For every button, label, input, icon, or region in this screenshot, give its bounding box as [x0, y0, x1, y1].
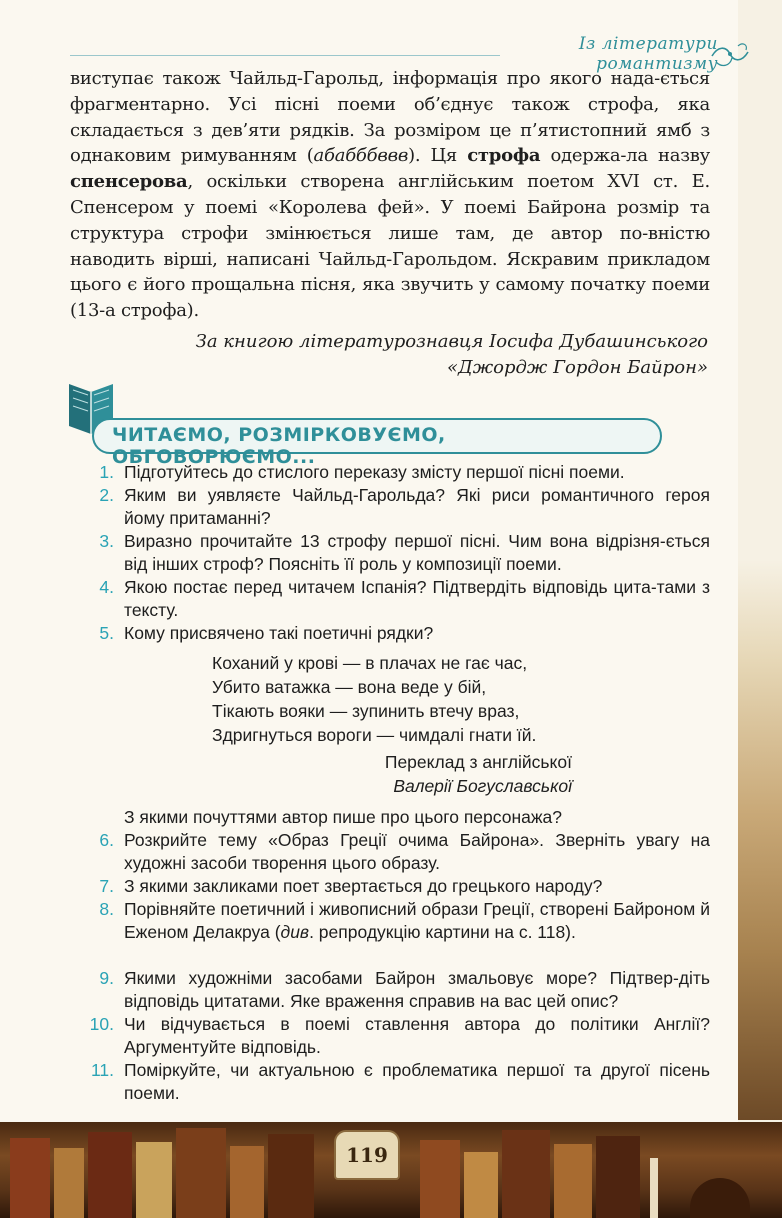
question-text: Розкрийте тему «Образ Греції очима Байрона». Зверніть увагу на художні засоби творення цього образу.: [124, 830, 710, 873]
question-text: Підготуйтесь до стислого переказу змісту першої пісні поеми.: [124, 462, 625, 482]
book-spine: [502, 1130, 550, 1218]
candle: [650, 1158, 658, 1218]
intro-text-4: , оскільки створена англійським поетом XVI ст. Е. Спенсером у поемі «Королева фей». У поемі Байрона розмір та структура строфи змінюється лише там, де автор по-вністю наводить вірші, написані Чайльд-Гарольдом. Яскравим прикладом цього є його прощальна пісня, яка звучить у самому початку поеми (13-а строфа).: [70, 171, 710, 322]
term-spenserian: спенсерова: [70, 171, 188, 193]
ink-pot: [690, 1178, 750, 1218]
question-number: 9.: [99, 968, 114, 988]
book-spine: [136, 1142, 172, 1218]
term-stanza: строфа: [467, 145, 541, 167]
question-text: Поміркуйте, чи актуальною є проблематика першої та другої пісень поеми.: [124, 1060, 710, 1103]
book-spine: [10, 1138, 50, 1218]
translation-note: Переклад з англійської: [384, 752, 572, 772]
book-spine: [88, 1132, 132, 1218]
book-spine: [554, 1144, 592, 1218]
question-number: 8.: [99, 899, 114, 919]
question-number: 3.: [99, 531, 114, 551]
intro-text-3: одержа-ла назву: [540, 145, 710, 167]
source-citation: [120, 329, 708, 381]
question-followup: З якими почуттями автор пише про цього персонажа?: [124, 807, 563, 827]
question-text: Кому присвячено такі поетичні рядки?: [124, 623, 434, 643]
question-number: 5.: [99, 623, 114, 643]
question-text: Якими художніми засобами Байрон змальовує море? Підтвер-діть відповідь цитатами. Яке враження справив на вас цей опис?: [124, 968, 710, 1011]
section-title: ЧИТАЄМО, РОЗМІРКОВУЄМО, ОБГОВОРЮЄМО...: [112, 424, 446, 468]
question-text-part: Порівняйте поетичний і живописний образи Греції, створені Байроном й Еженом Делакруа (: [124, 899, 710, 942]
question-number: 2.: [99, 485, 114, 505]
flourish-ornament-icon: [708, 40, 752, 72]
poem-line: Тікають вояки — зупинить втечу враз,: [212, 701, 520, 721]
question-text-part: . репродукцію картини на с. 118).: [309, 922, 576, 942]
question-text: Виразно прочитайте 13 строфу першої пісні. Чим вона відрізня-ється від інших строф? Поясніть її роль у композиції поеми.: [124, 531, 710, 574]
intro-paragraph: [70, 66, 710, 324]
poem-line: Убито ватажка — вона веде у бій,: [212, 677, 487, 697]
intro-text-1: виступає також Чайльд-Гарольд, інформація про якого нада-ється фрагментарно. Усі пісні поеми об’єднує також строфа, яка складається з дев’яти рядків. За розміром це п’ятистопний ямб з однаковим римуванням (: [70, 68, 710, 167]
header-rule: [70, 55, 500, 56]
poem-quote: [212, 651, 612, 747]
book-spine: [54, 1148, 84, 1218]
question-text: Чи відчувається в поемі ставлення автора до політики Англії? Аргументуйте відповідь.: [124, 1014, 710, 1057]
page-number: 119: [346, 1143, 388, 1167]
book-spine: [420, 1140, 460, 1218]
question-text: Якою постає перед читачем Іспанія? Підтвердіть відповідь цита-тами з тексту.: [124, 577, 710, 620]
source-line-1: За книгою літературознавця Іосифа Дубашинського: [195, 331, 708, 352]
question-text-italic: див: [280, 922, 310, 942]
book-spine: [230, 1146, 264, 1218]
question-text: З якими закликами поет звертається до грецького народу?: [124, 876, 603, 896]
question-text: [124, 898, 710, 944]
translation-credit: [300, 750, 572, 798]
translator-name: Валерії Богуславської: [393, 776, 572, 796]
source-line-2: «Джордж Гордон Байрон»: [447, 357, 708, 378]
intro-text-2: ). Ця: [408, 145, 468, 167]
book-spine: [464, 1152, 498, 1218]
book-spine: [596, 1136, 640, 1218]
poem-line: Коханий у крові — в плачах не гає час,: [212, 653, 528, 673]
book-spine: [176, 1128, 226, 1218]
question-number: 6.: [99, 830, 114, 850]
question-number: 7.: [99, 876, 114, 896]
question-number: 11.: [90, 1060, 114, 1080]
question-number: 4.: [99, 577, 114, 597]
question-number: 10.: [89, 1014, 114, 1034]
question-text: Яким ви уявляєте Чайльд-Гарольда? Які риси романтичного героя йому притаманні?: [124, 485, 710, 528]
running-header-title: Із літератури романтизму: [578, 34, 718, 74]
book-spine: [268, 1134, 314, 1218]
question-number: 1.: [99, 462, 114, 482]
poem-line: Здригнуться вороги — чимдалі гнати їй.: [212, 725, 537, 745]
rhyme-scheme: абабббввв: [313, 145, 409, 167]
